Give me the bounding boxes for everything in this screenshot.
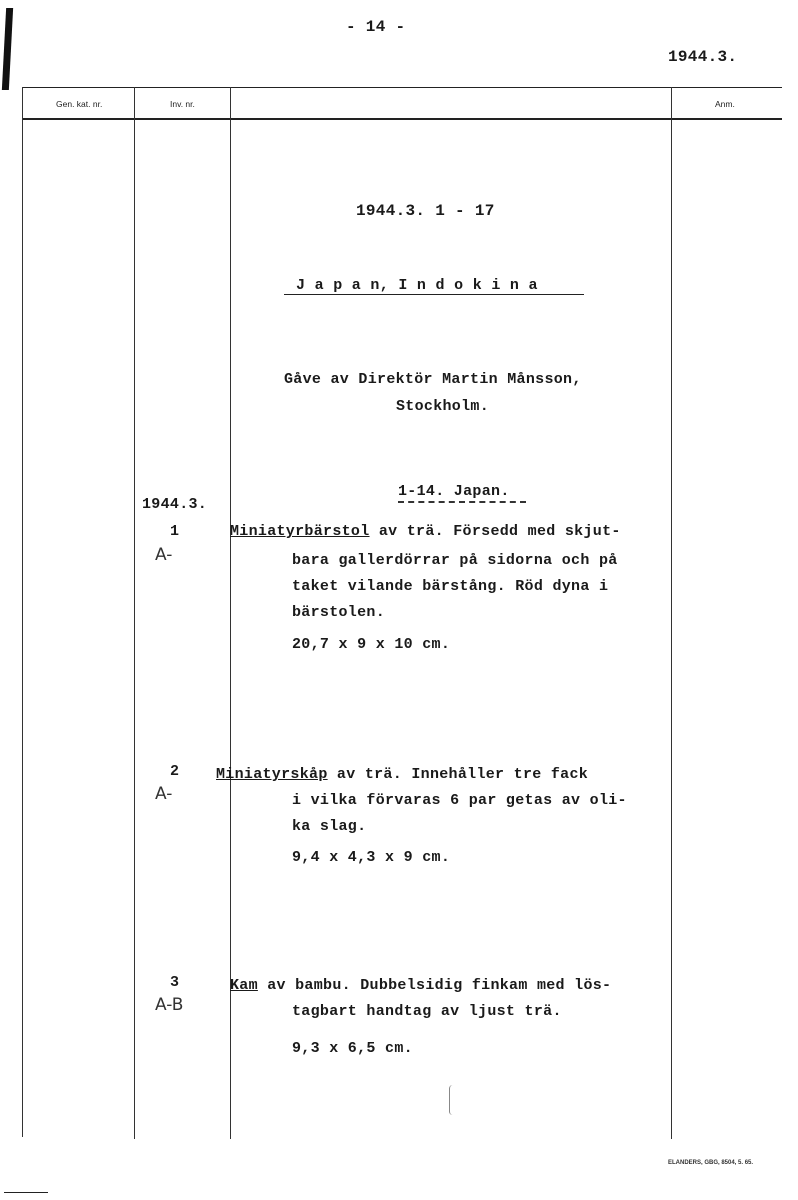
entry-handwritten-mark: A-	[155, 784, 173, 804]
pencil-mark	[449, 1085, 456, 1115]
entry-line: ka slag.	[292, 818, 367, 835]
entry-first-line-rest: av trä. Innehåller tre fack	[327, 766, 589, 783]
page-number: - 14 -	[346, 18, 406, 36]
header-bottom-rule	[22, 118, 782, 120]
column-rule-desc-anm	[671, 87, 672, 1139]
entry-title: Miniatyrskåp	[216, 766, 328, 783]
entry-line: i vilka förvaras 6 par getas av oli-	[292, 792, 627, 809]
entry-dimensions: 9,4 x 4,3 x 9 cm.	[292, 849, 451, 866]
column-rule-left	[22, 87, 23, 1137]
entry-first-line-rest: av bambu. Dubbelsidig finkam med lös-	[257, 977, 612, 994]
entry-number: 2	[170, 763, 180, 780]
section-heading: 1-14. Japan.	[398, 483, 510, 500]
printer-mark: ELANDERS, GBG, 8504, 5. 65.	[668, 1160, 754, 1166]
inventory-prefix: 1944.3.	[142, 496, 208, 513]
column-header-anm: Anm.	[715, 99, 735, 109]
entry-title: Kam	[230, 977, 258, 994]
entry-first-line	[216, 766, 588, 783]
entry-handwritten-mark: A-B	[155, 995, 184, 1015]
entry-number: 1	[170, 523, 180, 540]
column-rule-gen-inv	[134, 87, 135, 1139]
entry-dimensions: 9,3 x 6,5 cm.	[292, 1040, 413, 1057]
entry-title: Miniatyrbärstol	[230, 523, 370, 540]
range-heading: 1944.3. 1 - 17	[356, 202, 495, 220]
column-header-gen-kat-nr: Gen. kat. nr.	[56, 99, 103, 109]
accession-header: 1944.3.	[668, 48, 738, 66]
entry-line: bärstolen.	[292, 604, 386, 621]
section-heading-underline	[398, 501, 526, 503]
gift-line-1: Gåve av Direktör Martin Månsson,	[284, 371, 582, 388]
entry-first-line	[230, 977, 611, 994]
entry-line: taket vilande bärstång. Röd dyna i	[292, 578, 609, 595]
region-heading-underline	[284, 294, 584, 295]
entry-line: bara gallerdörrar på sidorna och på	[292, 552, 618, 569]
entry-first-line	[230, 523, 621, 540]
header-top-rule	[22, 87, 782, 88]
bottom-left-rule	[4, 1192, 48, 1193]
gift-line-2: Stockholm.	[396, 398, 490, 415]
region-heading: J a p a n, I n d o k i n a	[296, 277, 538, 294]
entry-handwritten-mark: A-	[155, 545, 173, 565]
entry-line: tagbart handtag av ljust trä.	[292, 1003, 562, 1020]
column-header-inv-nr: Inv. nr.	[170, 99, 195, 109]
margin-mark	[2, 8, 13, 90]
entry-first-line-rest: av trä. Försedd med skjut-	[369, 523, 621, 540]
entry-dimensions: 20,7 x 9 x 10 cm.	[292, 636, 451, 653]
entry-number: 3	[170, 974, 180, 991]
